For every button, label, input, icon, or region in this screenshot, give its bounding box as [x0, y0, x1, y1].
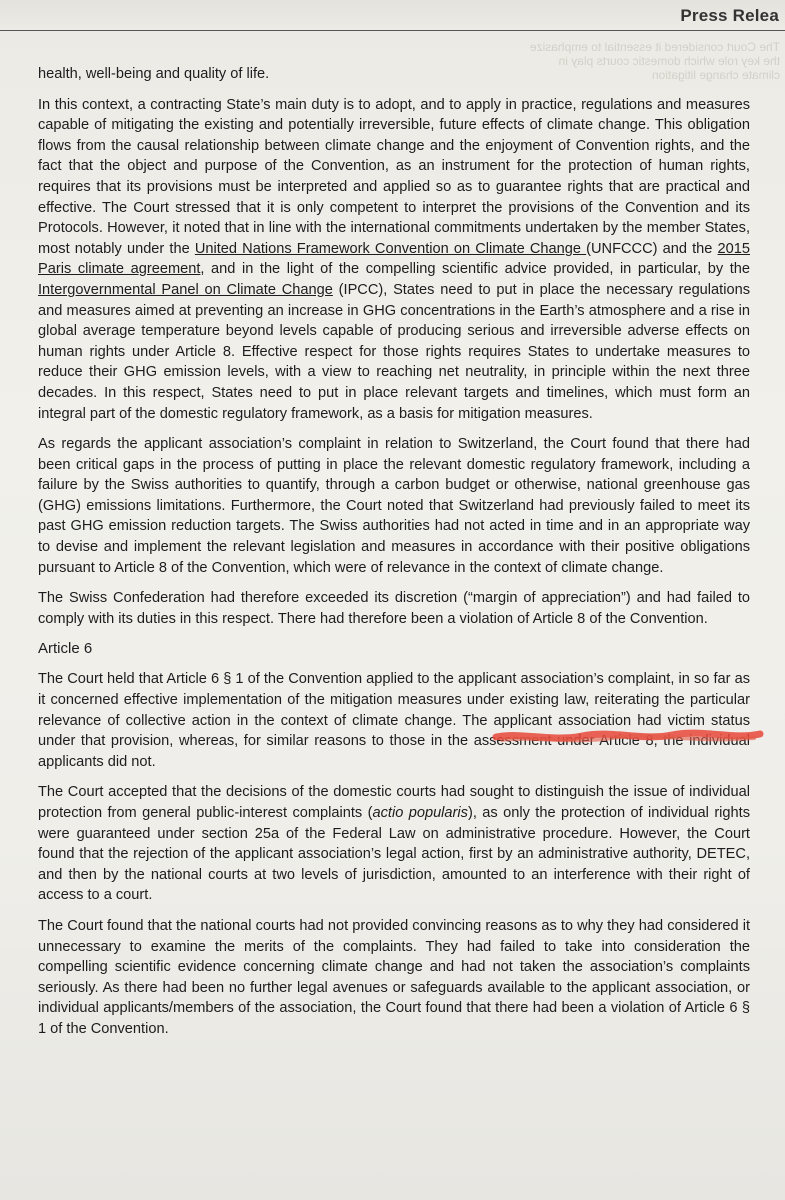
paragraph-intro-fragment: health, well-being and quality of life.: [38, 66, 270, 82]
paragraph-article6-violation: The Court found that the national courts had not provided convincing reasons as to why they had considered it unnecessary to examine the merits of the complaints. They had failed to take into consideration the compelling scientific evidence concerning climate change and had not taken the association’s complaints seriously. As there had been no further legal avenues or safeguards available to the applicant association, or individual applicants/members of the association, the Court found that there had been a violation of Article 6 § 1 of the Convention.: [38, 917, 750, 1037]
header-rule: [0, 30, 785, 31]
paragraph-article8-violation: The Swiss Confederation had therefore exceeded its discretion (“margin of appreciation”) and had failed to comply with its duties in this respect. There had therefore been a violation of Article 8 of the Convention.: [38, 590, 750, 627]
link-unfccc[interactable]: United Nations Framework Convention on Climate Change: [194, 240, 587, 257]
text-run: In this context, a contracting State’s main duty is to adopt, and to apply in practice, regulations and measures capable of mitigating the existing and potentially irreversible, future effects of climate change. This obligation flows from the causal relationship between climate change and the enjoyment of Convention rights, and the fact that the object and purpose of the Convention, as an instrument for the protection of human rights, requires that its provisions must be interpreted and applied so as to guarantee rights that are practical and effective. The Court stressed that it is only competent to interpret the provisions of the Convention and its Protocols. However, it noted that in line with the international commitments undertaken by the member States, most notably under the: [38, 96, 750, 257]
text-run: ), as only the protection of individual rights were guaranteed under section 25a of the Federal Law on administrative procedure. However, the Court found that the rejection of the applicant association’s legal action, first by an administrative authority, DETEC, and then by the national courts at two levels of jurisdiction, amounted to an interference with their right of access to a court.: [38, 805, 750, 904]
section-heading-article-6: Article 6: [38, 640, 93, 658]
paragraph-switzerland-gaps: As regards the applicant association’s complaint in relation to Switzerland, the Court found that there had been critical gaps in the process of putting in place the relevant domestic regulatory framework, including a failure by the Swiss authorities to quantify, through a carbon budget or otherwise, national greenhouse gas (GHG) emissions limitations. Furthermore, the Court noted that Switzerland had previously failed to meet its past GHG emission reduction targets. The Swiss authorities had not acted in time and in an appropriate way to devise and implement the relevant legislation and measures in accordance with their positive obligations pursuant to Article 8 of the Convention, which were of relevance in the context of climate change.: [38, 436, 750, 576]
page-header: [0, 0, 785, 30]
link-paris-agreement[interactable]: 2015 Paris climate agreement: [38, 240, 750, 278]
paragraph-article6-applied: The Court held that Article 6 § 1 of the Convention applied to the applicant association’s complaint, in so far as it concerned effective implementation of the mitigation measures under existing law, reiterating the particular relevance of collective action in the context of climate change. The applicant association had victim status under that provision, whereas, for similar reasons to those in the assessment under Article 8, the individual applicants did not.: [38, 671, 750, 770]
header-title: Press Relea: [680, 6, 779, 25]
document-body: [38, 64, 750, 1050]
paragraph-state-duty: [38, 95, 750, 425]
text-run: , and in the light of the compelling scientific advice provided, in particular, by the: [200, 261, 750, 278]
red-highlight-scribble: [492, 726, 764, 748]
paragraph-domestic-courts: [38, 782, 750, 906]
text-run: The Court accepted that the decisions of the domestic courts had sought to distinguish the issue of individual protection from general public-interest complaints (: [38, 784, 750, 821]
text-run: (UNFCCC) and the: [586, 240, 718, 257]
bleed-through-text: The Court considered it essential to emphasize the key role which domestic courts play in climate change litigation: [529, 40, 780, 82]
text-run: (IPCC), States need to put in place the necessary regulations and measures aimed at preventing an increase in GHG concentrations in the Earth’s atmosphere and a rise in global average temperature beyond levels capable of producing serious and irreversible adverse effects on human rights under Article 8. Effective respect for those rights requires States to undertake measures to reduce their GHG emission levels, with a view to reaching net neutrality, in principle within the next three decades. In this respect, States need to put in place relevant targets and timelines, which must form an integral part of the domestic regulatory framework, as a basis for mitigation measures.: [38, 281, 750, 422]
link-ipcc[interactable]: Intergovernmental Panel on Climate Change: [38, 281, 333, 298]
text-run-italic: actio popularis: [372, 805, 468, 821]
